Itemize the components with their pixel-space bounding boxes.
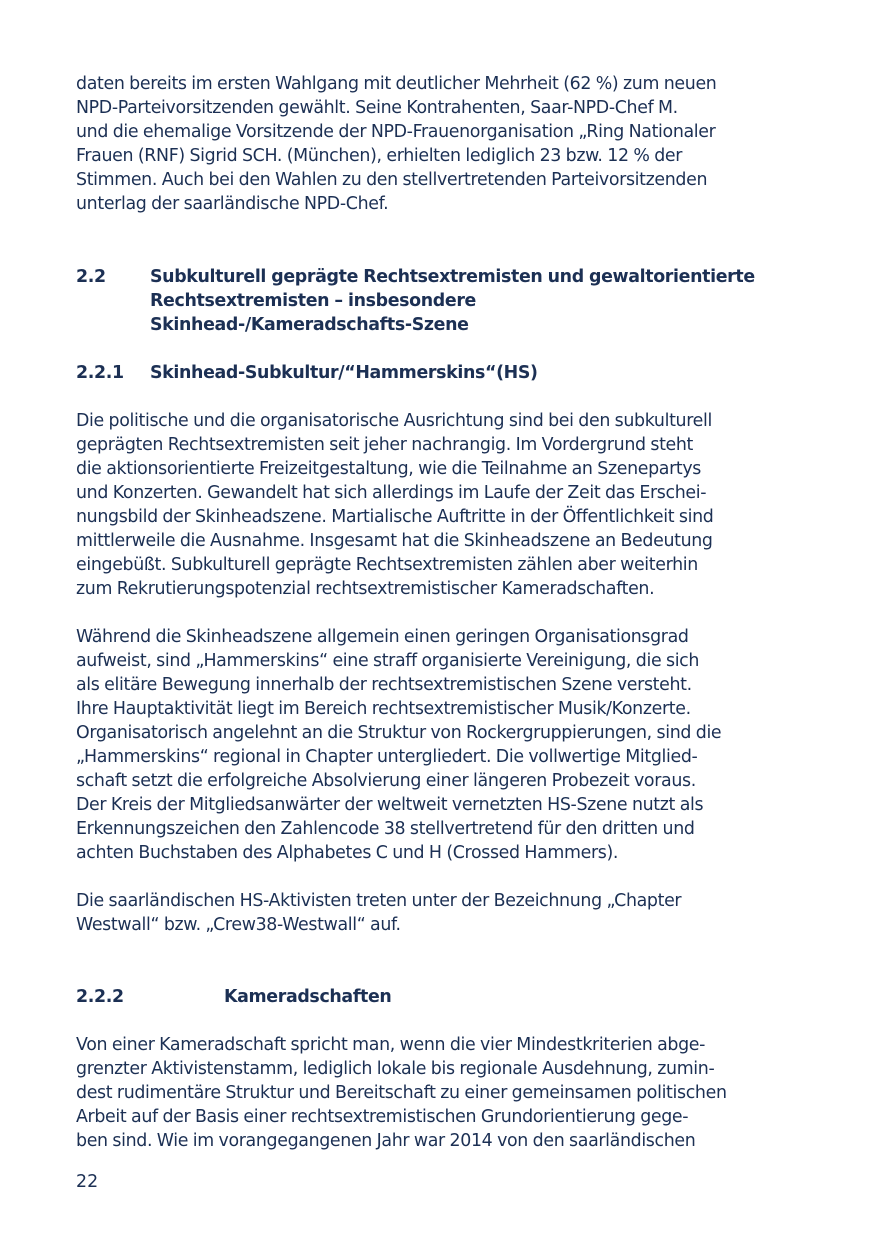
section-title: Kameradschaften <box>224 987 392 1007</box>
section-number: 2.2 <box>76 267 106 287</box>
paragraph-2-2-2-1: Von einer Kameradschaft spricht man, wenn die vier Mindestkriterien abge- grenzter Aktivistenstamm, lediglich lokale bis regionale Ausdehnung, zumin- dest rudimentäre Struktur und Bereitschaft zu einer gemeinsamen politischen Arbeit auf der Basis einer rechtsextremistischen Grundorientierung gege- ben sind. Wie im vorangegangenen Jahr war 2014 von den saarländischen <box>76 1035 727 1151</box>
intro-paragraph: daten bereits im ersten Wahlgang mit deutlicher Mehrheit (62 %) zum neuen NPD-Parteivorsitzenden gewählt. Seine Kontrahenten, Saar-NPD-Chef M. und die ehemalige Vorsitzende der NPD-Frauenorganisation „Ring Nationaler Frauen (RNF) Sigrid SCH. (München), erhielten lediglich 23 bzw. 12 % der Stimmen. Auch bei den Wahlen zu den stellvertretenden Parteivorsitzenden unterlag der saarländische NPD-Chef. <box>76 74 717 214</box>
section-number: 2.2.2 <box>76 987 124 1007</box>
section-title: Skinhead-Subkultur/“Hammerskins“(HS) <box>150 363 538 383</box>
page-content <box>76 72 816 1153</box>
section-heading-2-2-1 <box>76 361 816 385</box>
paragraph-2-2-1-2: Während die Skinheadszene allgemein einen geringen Organisationsgrad aufweist, sind „Hammerskins“ eine straff organisierte Vereinigung, die sich als elitäre Bewegung innerhalb der rechtsextremistischen Szene versteht. Ihre Hauptaktivität liegt im Bereich rechtsextremistischer Musik/Konzerte. Organisatorisch angelehnt an die Struktur von Rockergruppierungen, sind die „Hammerskins“ regional in Chapter untergliedert. Die vollwertige Mitglied- schaft setzt die erfolgreiche Absolvierung einer längeren Probezeit voraus. Der Kreis der Mitgliedsanwärter der weltweit vernetzten HS-Szene nutzt als Erkennungszeichen den Zahlencode 38 stellvertretend für den dritten und achten Buchstaben des Alphabetes C und H (Crossed Hammers). <box>76 627 722 863</box>
page-number: 22 <box>76 1172 99 1192</box>
section-heading-2-2-2 <box>76 985 816 1009</box>
section-heading-2-2 <box>76 265 816 337</box>
section-number: 2.2.1 <box>76 363 124 383</box>
paragraph-2-2-1-1: Die politische und die organisatorische Ausrichtung sind bei den subkulturell geprägten Rechtsextremisten seit jeher nachrangig. Im Vordergrund steht die aktionsorientierte Freizeitgestaltung, wie die Teilnahme an Szenepartys und Konzerten. Gewandelt hat sich allerdings im Laufe der Zeit das Erschei- nungsbild der Skinheadszene. Martialische Auftritte in der Öffentlichkeit sind mittlerweile die Ausnahme. Insgesamt hat die Skinheadszene an Bedeutung eingebüßt. Subkulturell geprägte Rechtsextremisten zählen aber weiterhin zum Rekrutierungspotenzial rechtsextremistischer Kameradschaften. <box>76 411 714 599</box>
paragraph-2-2-1-3: Die saarländischen HS-Aktivisten treten unter der Bezeichnung „Chapter Westwall“ bzw. „Crew38-Westwall“ auf. <box>76 891 682 935</box>
section-title: Subkulturell geprägte Rechtsextremisten und gewaltorientierte Rechtsextremisten – insbesondere Skinhead-/Kameradschafts-Szene <box>150 267 755 335</box>
